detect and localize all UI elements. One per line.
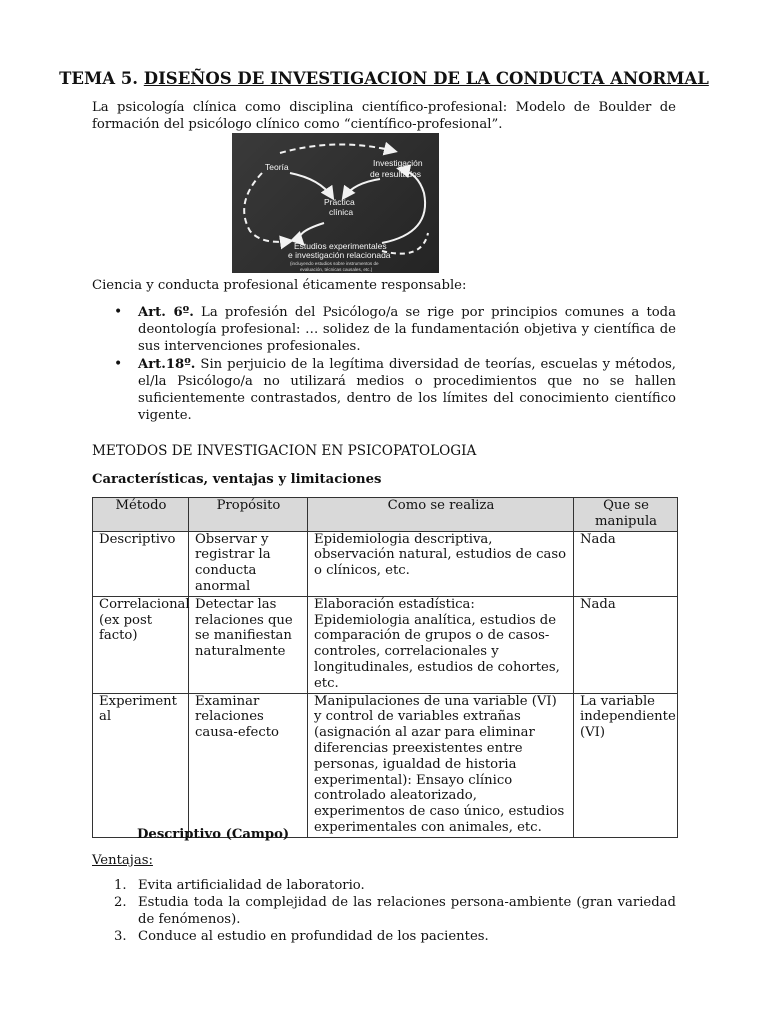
methods-heading: METODOS DE INVESTIGACION EN PSICOPATOLOGIA <box>92 443 477 459</box>
table-header-row <box>93 498 678 532</box>
arrow-top-dashed <box>280 144 394 153</box>
table-row <box>93 531 678 596</box>
arrow-investigacion-practica <box>344 179 380 197</box>
advantages-list <box>92 877 676 945</box>
article-label: Art. 6º. <box>138 305 194 320</box>
arrow-practica-estudios <box>300 223 324 243</box>
node-estudios-line1: Estudios experimentales <box>294 241 387 251</box>
node-estudios-line4: evaluación, técnicas causales, etc.) <box>300 267 373 272</box>
cell-proposito: Observar y registrar la conducta anormal <box>189 531 308 596</box>
node-practica-line1: Práctica <box>324 197 355 207</box>
bullet-icon: • <box>114 304 123 320</box>
node-practica-line2: clínica <box>329 207 354 217</box>
page-title <box>0 68 768 90</box>
cell-proposito: Detectar las relaciones que se manifiestan naturalmente <box>189 596 308 693</box>
article-text: Sin perjuicio de la legítima diversidad de teorías, escuelas y métodos, el/la Psicólogo/a no utilizará medios o procedimientos que no se hallen suficientemente contrastados, dentro de los límites del conocimiento científico vigente. <box>138 357 676 423</box>
node-investigacion-line1: Investigación <box>373 158 423 168</box>
column-header-como-se-realiza: Como se realiza <box>308 498 574 532</box>
list-number: 2. <box>114 895 127 910</box>
cell-metodo: Correlacional (ex post facto) <box>93 596 189 693</box>
list-item <box>92 877 676 894</box>
node-estudios-line2: e investigación relacionada <box>288 250 391 260</box>
table-row <box>93 596 678 693</box>
node-estudios-line3: (incluyendo estudios sobre instrumentos de <box>290 261 379 266</box>
cell-proposito: Examinar relaciones causa-efecto <box>189 693 308 837</box>
cell-manipula: La variable independiente (VI) <box>574 693 678 837</box>
cell-manipula: Nada <box>574 531 678 596</box>
cell-metodo: Experimental <box>93 693 189 837</box>
descriptivo-section-title: Descriptivo (Campo) <box>137 827 290 842</box>
diagram-svg <box>232 133 439 273</box>
title-prefix: TEMA 5. <box>59 69 144 88</box>
column-header-metodo: Método <box>93 498 189 532</box>
cell-manipula: Nada <box>574 596 678 693</box>
advantage-text: Estudia toda la complejidad de las relaciones persona-ambiente (gran variedad de fenómenos). <box>138 895 676 927</box>
list-item <box>92 356 676 424</box>
list-number: 1. <box>114 878 127 893</box>
methods-subheading: Características, ventajas y limitaciones <box>92 472 382 487</box>
article-label: Art.18º. <box>138 357 196 372</box>
list-item <box>92 928 676 945</box>
article-text: La profesión del Psicólogo/a se rige por principios comunes a toda deontología profesional: … solidez de la fundamentación objetiva y científica de sus intervenciones profesionales. <box>138 305 676 354</box>
advantage-text: Evita artificialidad de laboratorio. <box>138 878 365 893</box>
methods-table <box>92 497 678 838</box>
advantages-label: Ventajas: <box>92 853 153 868</box>
node-teoria: Teoría <box>265 162 289 172</box>
node-investigacion-line2: de resultados <box>370 169 422 179</box>
cell-realiza: Elaboración estadística: Epidemiologia analítica, estudios de comparación de grupos o de casos- controles, correlacionales y longitudinales, estudios de cohortes, etc. <box>308 596 574 693</box>
table-row <box>93 693 678 837</box>
cell-realiza: Epidemiologia descriptiva, observación natural, estudios de caso o clínicos, etc. <box>308 531 574 596</box>
list-item <box>92 894 676 928</box>
cell-realiza: Manipulaciones de una variable (VI) y control de variables extrañas (asignación al azar para eliminar diferencias preexistentes entre personas, igualdad de historia experimental): Ensayo clínico controlado aleatorizado, experimentos de caso único, estudios experimentales con animales, etc. <box>308 693 574 837</box>
ethics-intro: Ciencia y conducta profesional éticamente responsable: <box>92 278 467 293</box>
arrow-left-loop <box>244 173 290 242</box>
arrow-right-loop <box>382 169 425 243</box>
list-number: 3. <box>114 929 127 944</box>
bullet-icon: • <box>114 356 123 372</box>
boulder-model-diagram <box>232 133 439 273</box>
column-header-que-se-manipula: Que se manipula <box>574 498 678 532</box>
cell-metodo: Descriptivo <box>93 531 189 596</box>
advantage-text: Conduce al estudio en profundidad de los pacientes. <box>138 929 489 944</box>
column-header-proposito: Propósito <box>189 498 308 532</box>
ethics-articles-list <box>92 304 676 425</box>
list-item <box>92 304 676 355</box>
title-main: DISEÑOS DE INVESTIGACION DE LA CONDUCTA ANORMAL <box>143 69 709 88</box>
intro-paragraph: La psicología clínica como disciplina científico-profesional: Modelo de Boulder de formación del psicólogo clínico como “científico-profesional”. <box>92 100 676 132</box>
arrow-teoria-practica <box>290 173 332 197</box>
